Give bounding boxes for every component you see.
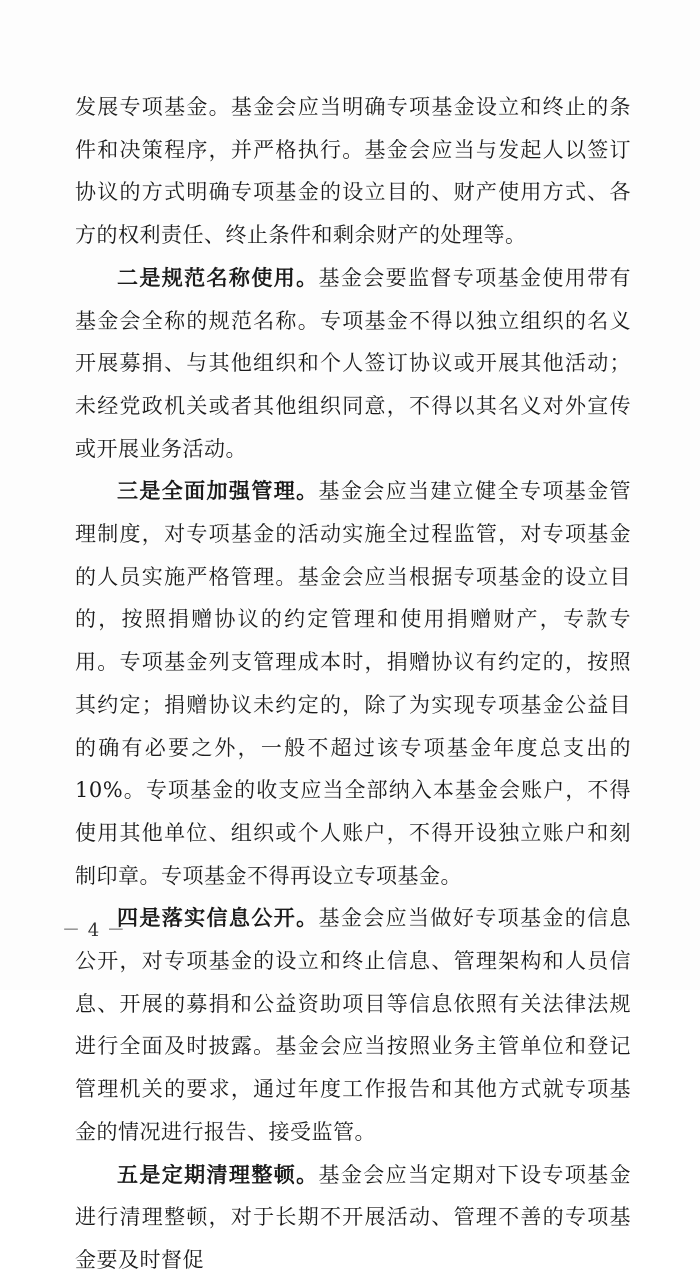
paragraph-lead: 四是落实信息公开。: [117, 906, 319, 931]
paragraph-disclosure: [75, 897, 631, 1153]
paragraph-lead: 五是定期清理整顿。: [117, 1162, 319, 1187]
paragraph-management: [75, 470, 631, 897]
paragraph-continuation: [75, 86, 631, 257]
paragraph-text: 基金会应当做好专项基金的信息公开，对专项基金的设立和终止信息、管理架构和人员信息、开展的募捐和公益资助项目等信息依照有关法律法规进行全面及时披露。基金会应当按照业务主管单位和登记管理机关的要求，通过年度工作报告和其他方式就专项基金的情况进行报告、接受监管。: [75, 906, 632, 1144]
paragraph-lead: 二是规范名称使用。: [117, 265, 319, 290]
paragraph-text: 基金会要监督专项基金使用带有基金会全称的规范名称。专项基金不得以独立组织的名义开展募捐、与其他组织和个人签订协议或开展其他活动；未经党政机关或者其他组织同意，不得以其名义对外宣传或开展业务活动。: [75, 265, 632, 461]
page-number: － 4 －: [62, 920, 126, 941]
paragraph-cleanup: [75, 1154, 631, 1282]
paragraph-text: 基金会应当定期对下设专项基金进行清理整顿，对于长期不开展活动、管理不善的专项基金要及时督促: [75, 1162, 632, 1272]
paragraph-text: 基金会应当建立健全专项基金管理制度，对专项基金的活动实施全过程监管，对专项基金的人员实施严格管理。基金会应当根据专项基金的设立目的，按照捐赠协议的约定管理和使用捐赠财产，专款专用。专项基金列支管理成本时，捐赠协议有约定的，按照其约定；捐赠协议未约定的，除了为实现专项基金公益目的确有必要之外，一般不超过该专项基金年度总支出的 10%。专项基金的收支应当全部纳入本基金会账户，不得使用其他单位、组织或个人账户，不得开设独立账户和刻制印章。专项基金不得再设立专项基金。: [75, 479, 632, 888]
paragraph-lead: 三是全面加强管理。: [117, 479, 319, 504]
body-text: [75, 86, 631, 1282]
paragraph-name-usage: [75, 257, 631, 471]
paragraph-text: 发展专项基金。基金会应当明确专项基金设立和终止的条件和决策程序，并严格执行。基金会应当与发起人以签订协议的方式明确专项基金的设立目的、财产使用方式、各方的权利责任、终止条件和剩余财产的处理等。: [75, 95, 631, 248]
